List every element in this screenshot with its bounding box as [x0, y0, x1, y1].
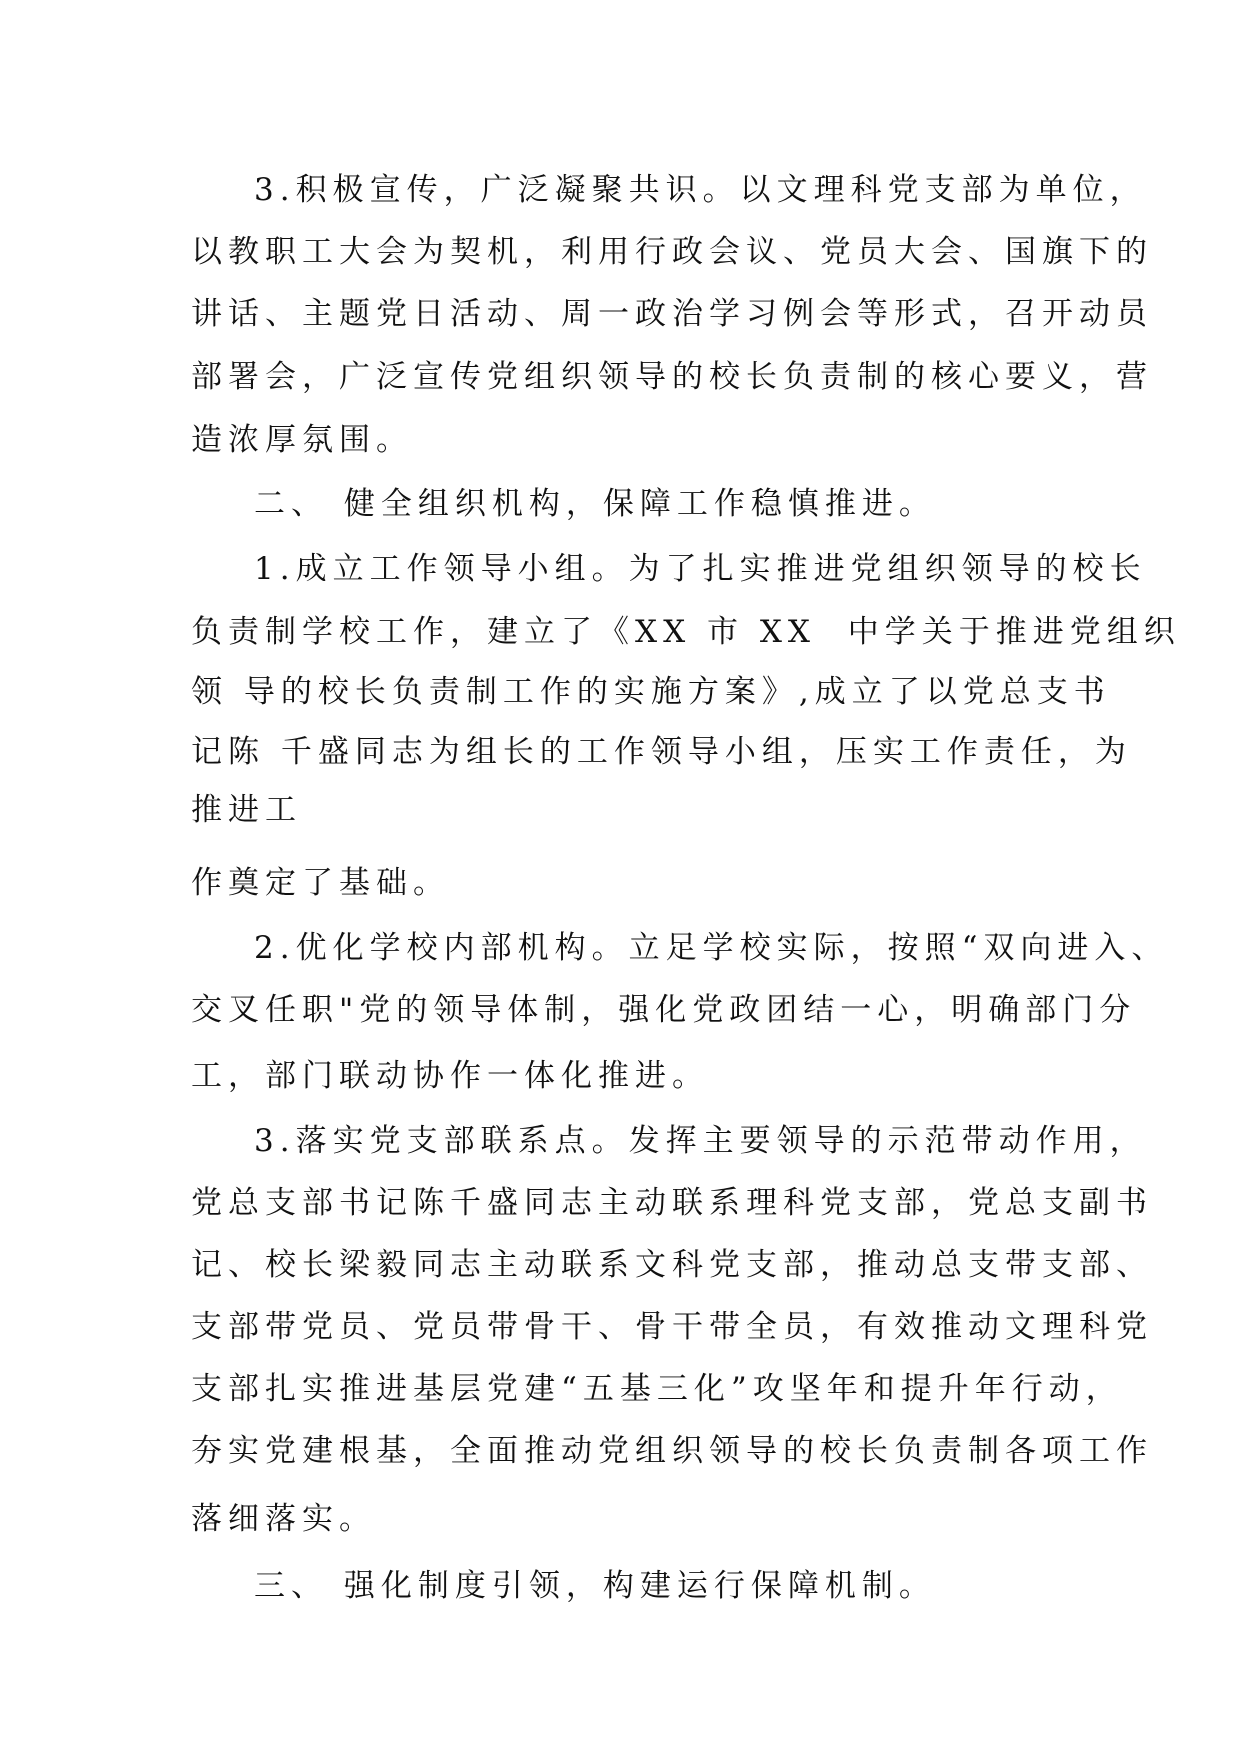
paragraph-1-line-2: 以教职工大会为契机，利用行政会议、党员大会、国旗下的 — [191, 234, 1153, 270]
paragraph-4-line-3: 工，部门联动协作一体化推进。 — [191, 1058, 709, 1094]
paragraph-1-line-5: 造浓厚氛围。 — [191, 422, 413, 458]
section-heading-3: 三、 强化制度引领，构建运行保障机制。 — [254, 1568, 936, 1604]
paragraph-5-line-5: 支部扎实推进基层党建“五基三化”攻坚年和提升年行动， — [191, 1371, 1123, 1407]
paragraph-5-line-4: 支部带党员、党员带骨干、骨干带全员，有效推动文理科党 — [191, 1309, 1153, 1345]
paragraph-4-line-1: 2.优化学校内部机构。立足学校实际，按照“双向进入、 — [254, 930, 1169, 966]
section-heading-2: 二、 健全组织机构，保障工作稳慎推进。 — [254, 486, 936, 522]
paragraph-1-line-4: 部署会，广泛宣传党组织领导的校长负责制的核心要义，营 — [191, 359, 1153, 395]
paragraph-3-line-4: 记陈 千盛同志为组长的工作领导小组，压实工作责任，为 — [191, 734, 1132, 770]
paragraph-5-line-6: 夯实党建根基，全面推动党组织领导的校长负责制各项工作 — [191, 1433, 1153, 1469]
paragraph-5-line-2: 党总支部书记陈千盛同志主动联系理科党支部，党总支副书 — [191, 1185, 1153, 1221]
paragraph-4-line-2: 交叉任职"党的领导体制，强化党政团结一心，明确部门分 — [191, 992, 1137, 1028]
paragraph-3-line-5: 推进工 — [191, 792, 302, 828]
paragraph-5-line-1: 3.落实党支部联系点。发挥主要领导的示范带动作用， — [254, 1123, 1147, 1159]
paragraph-1-line-3: 讲话、主题党日活动、周一政治学习例会等形式，召开动员 — [191, 296, 1153, 332]
paragraph-3-line-2: 负责制学校工作，建立了《XX 市 XX 中学关于推进党组织 — [191, 614, 1181, 650]
paragraph-3-line-3: 领 导的校长负责制工作的实施方案》,成立了以党总支书 — [191, 674, 1111, 710]
paragraph-3-line-6: 作奠定了基础。 — [191, 865, 450, 901]
paragraph-5-line-3: 记、校长梁毅同志主动联系文科党支部，推动总支带支部、 — [191, 1247, 1153, 1283]
paragraph-3-line-1: 1.成立工作领导小组。为了扎实推进党组织领导的校长 — [254, 551, 1147, 587]
paragraph-5-line-7: 落细落实。 — [191, 1501, 376, 1537]
paragraph-1-line-1: 3.积极宣传，广泛凝聚共识。以文理科党支部为单位， — [254, 172, 1147, 208]
